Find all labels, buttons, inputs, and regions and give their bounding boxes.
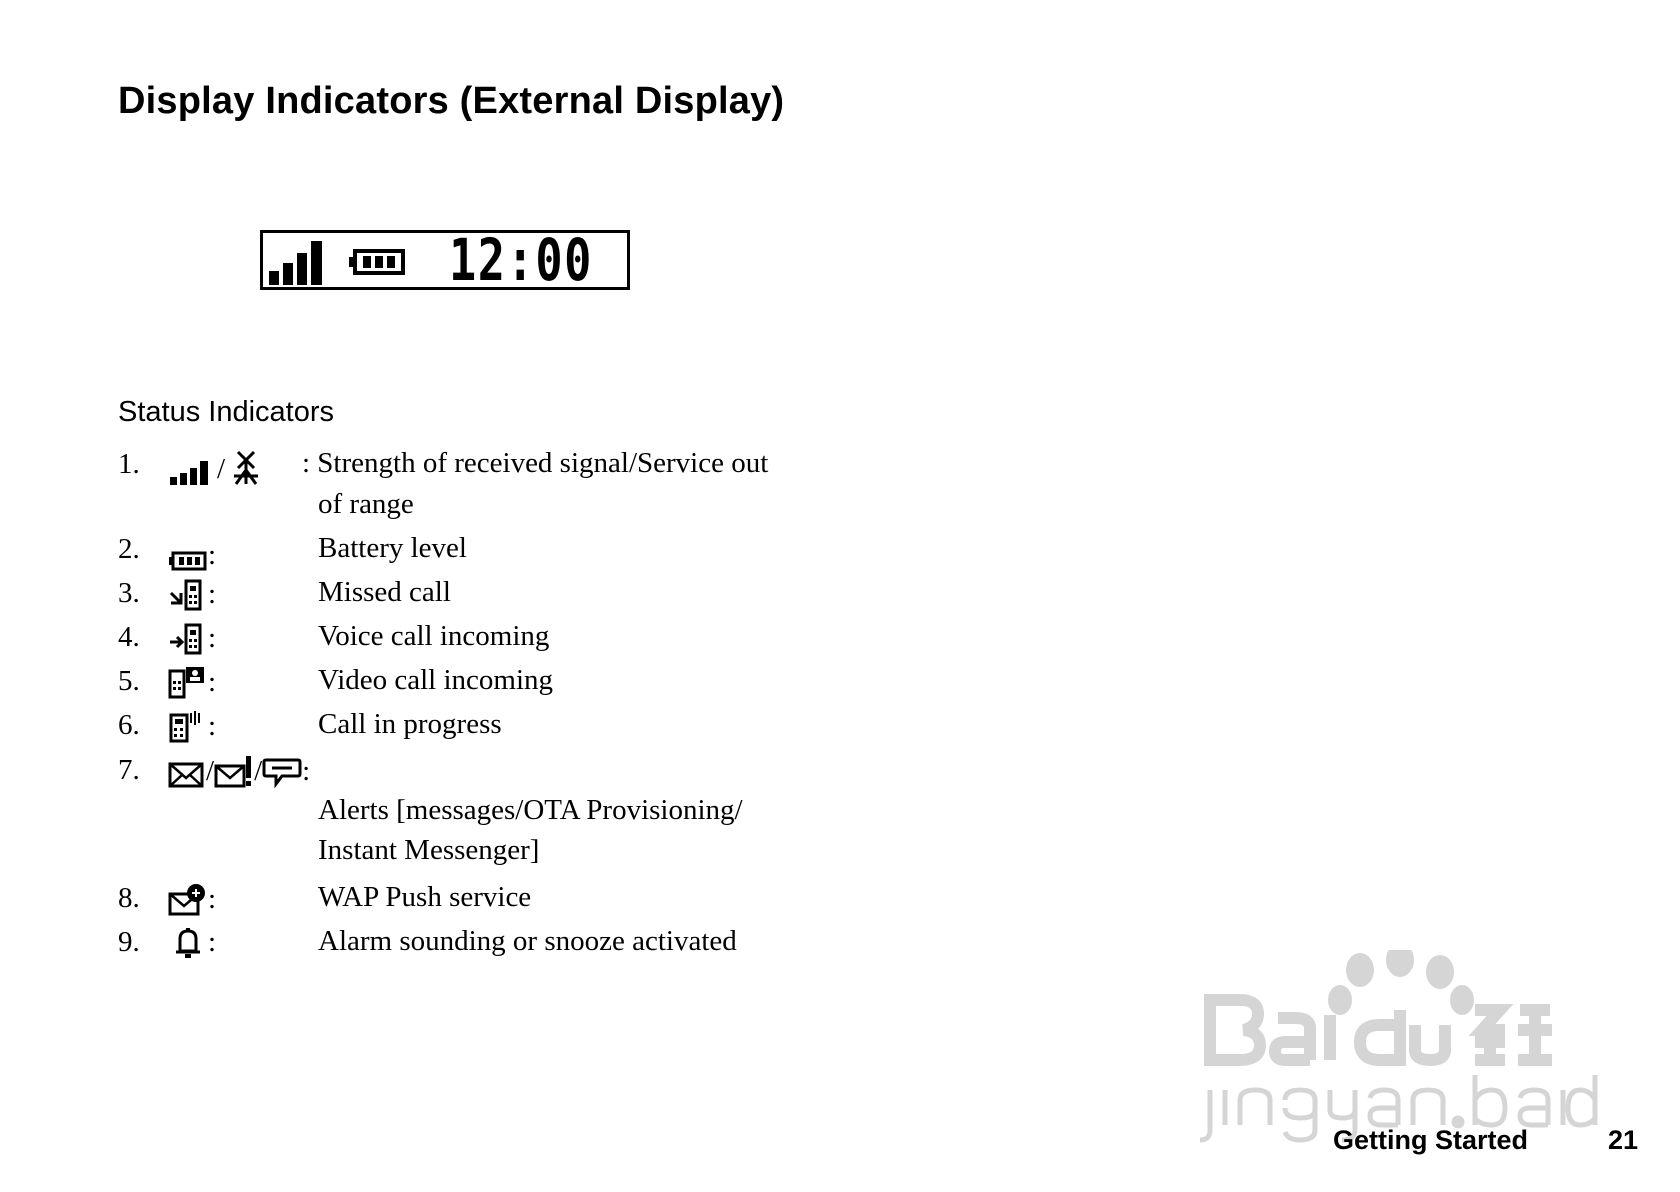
- item-description-continued: of range: [318, 488, 414, 520]
- display-clock: 12:00: [449, 226, 593, 294]
- slash-separator: /: [206, 755, 215, 787]
- colon: :: [208, 666, 217, 698]
- item-number: 7.: [118, 754, 140, 786]
- item-icons: [168, 754, 310, 788]
- item-description: Missed call: [318, 576, 451, 608]
- colon: :: [302, 755, 311, 787]
- item-description-continued: Instant Messenger]: [318, 834, 540, 866]
- item-description: Alarm sounding or snooze activated: [318, 925, 737, 957]
- item-icons: [168, 621, 216, 655]
- video-call-incoming-icon: [168, 665, 208, 699]
- item-number: 9.: [118, 926, 140, 958]
- item-icons: [168, 539, 216, 572]
- wap-push-icon: [168, 882, 208, 916]
- signal-icon: [168, 458, 214, 486]
- item-number: 6.: [118, 709, 140, 741]
- item-number: 3.: [118, 577, 140, 609]
- page-number: 21: [1608, 1125, 1639, 1155]
- item-number: 8.: [118, 882, 140, 914]
- item-icons: [168, 665, 216, 699]
- missed-call-icon: [168, 577, 208, 611]
- item-description: Call in progress: [318, 708, 502, 740]
- item-number: 4.: [118, 621, 140, 653]
- call-in-progress-icon: [168, 709, 208, 743]
- battery-icon: [349, 251, 403, 273]
- item-icons: [168, 450, 264, 486]
- colon: :: [208, 926, 217, 958]
- battery-icon: [168, 550, 208, 572]
- item-description: Voice call incoming: [318, 620, 550, 652]
- item-icons: [168, 882, 216, 916]
- item-icons: [168, 926, 216, 959]
- colon: :: [208, 578, 217, 610]
- item-icons: [168, 577, 216, 611]
- instant-messenger-icon: [262, 756, 302, 788]
- message-envelope-icon: [168, 756, 206, 788]
- item-description: Video call incoming: [318, 664, 554, 696]
- ota-provisioning-icon: [214, 754, 254, 788]
- status-indicators-heading: Status Indicators: [118, 396, 334, 428]
- item-number: 2.: [118, 533, 140, 565]
- external-display-illustration: [260, 226, 630, 294]
- alarm-bell-icon: [168, 927, 208, 959]
- item-description: WAP Push service: [318, 881, 532, 913]
- item-description: Alerts [messages/OTA Provisioning/: [318, 794, 743, 826]
- page-title: Display Indicators (External Display): [118, 80, 785, 122]
- baidu-jingyan-watermark-logo: [1200, 950, 1600, 1150]
- item-description: : Strength of received signal/Service out: [302, 447, 769, 479]
- slash-separator: /: [254, 755, 263, 787]
- colon: :: [208, 622, 217, 654]
- item-icons: [168, 709, 216, 743]
- no-service-icon: [228, 450, 264, 486]
- colon: :: [208, 539, 217, 571]
- item-number: 5.: [118, 665, 140, 697]
- item-number: 1.: [118, 448, 140, 480]
- slash-separator: /: [217, 453, 226, 485]
- colon: :: [208, 710, 217, 742]
- signal-icon: [269, 241, 322, 285]
- voice-call-incoming-icon: [168, 621, 208, 655]
- footer-section-title: Getting Started: [1333, 1125, 1529, 1155]
- item-description: Battery level: [318, 532, 467, 564]
- colon: :: [208, 883, 217, 915]
